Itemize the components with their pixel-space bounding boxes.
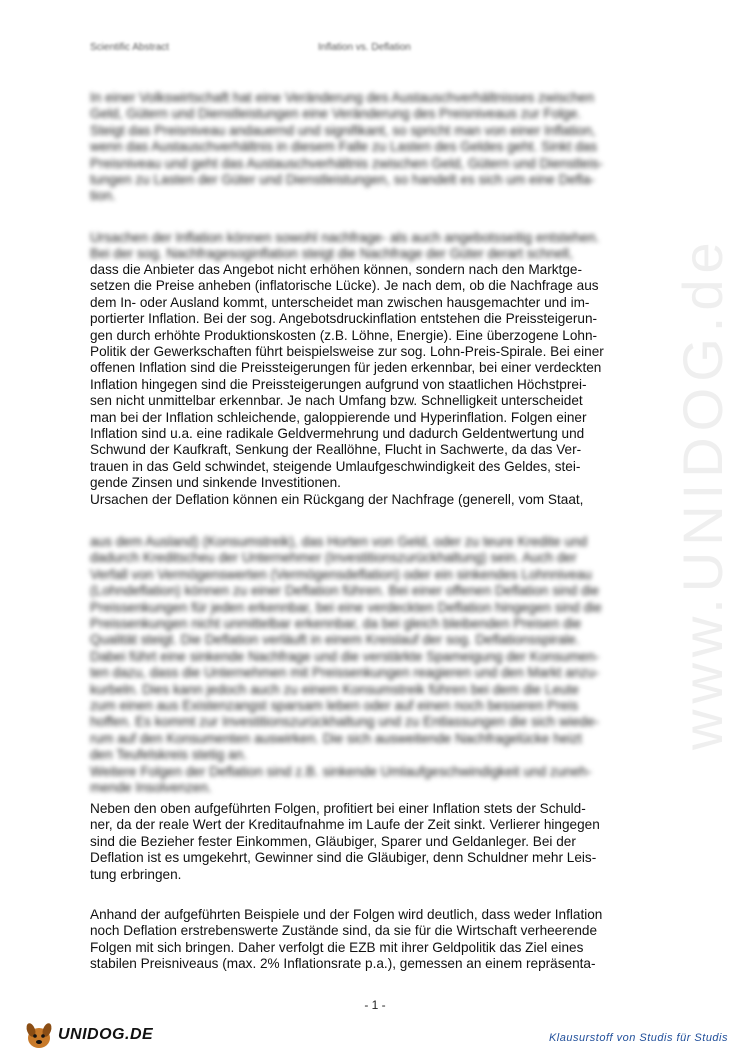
logo-text: UNIDOG.DE bbox=[58, 1026, 154, 1043]
text-line: Ursachen der Inflation können sowohl nachfrage- als auch angebotsseitig entstehen. bbox=[90, 230, 600, 245]
paragraph-causes-inflation-visible bbox=[90, 262, 662, 508]
text-line: aus dem Ausland) (Konsumstreik), das Horten von Geld, oder zu teure Kredite und bbox=[90, 534, 588, 549]
footer-tagline: Klausurstoff von Studis für Studis bbox=[548, 1032, 728, 1044]
page-header bbox=[90, 42, 670, 58]
text-line: den Teufelskreis stetig an. bbox=[90, 747, 247, 763]
text-line: Dabei führt eine sinkende Nachfrage und die verstärkte Spameigung der Konsumen- bbox=[90, 648, 600, 664]
text-line: dem In- oder Ausland kommt, unterscheidet man zwischen hausgemachter und im- bbox=[90, 294, 590, 310]
text-line: Weitere Folgen der Deflation sind z.B. sinkende Umlaufgeschwindigkeit und zuneh- bbox=[90, 764, 592, 779]
text-line: (Lohndeflation) können zu einer Deflation führen. Bei einer offenen Deflation sind die bbox=[90, 583, 600, 599]
text-line: Preissenkungen nicht unmittelbar erkennbar, da bei gleich bleibenden Preisen die bbox=[90, 616, 582, 632]
header-center-text: Inflation vs. Deflation bbox=[318, 42, 411, 53]
paragraph-causes-inflation-blurred bbox=[90, 230, 662, 263]
text-line: Qualität steigt. Die Deflation verläuft in einem Kreislauf der sog. Deflationsspirale. bbox=[90, 632, 580, 648]
text-line: Bei der sog. Nachfragesoginflation steigt die Nachfrage der Güter derart schnell, bbox=[90, 246, 573, 262]
text-line: Deflation ist es umgekehrt, Gewinner sind die Gläubiger, denn Schuldner mehr Leis- bbox=[90, 850, 597, 866]
text-line: ten dazu, dass die Unternehmen mit Preissenkungen reagieren und den Markt anzu- bbox=[90, 665, 600, 681]
paragraph-deflation-consequences-blurred bbox=[90, 764, 662, 797]
dog-icon bbox=[22, 1018, 56, 1052]
text-line: portierter Inflation. Bei der sog. Angebotsdruckinflation entstehen die Preissteigerun- bbox=[90, 311, 598, 327]
text-line: Ursachen der Deflation können ein Rückgang der Nachfrage (generell, vom Staat, bbox=[90, 491, 584, 507]
text-line: trauen in das Geld schwindet, steigende Umlaufgeschwindigkeit des Geldes, stei- bbox=[90, 458, 581, 474]
text-line: zum einen aus Existenzangst sparsam leben oder auf einen noch besseren Preis bbox=[90, 698, 579, 714]
text-line: noch Deflation erstrebenswerte Zustände sind, da sie für die Wirtschaft verheerende bbox=[90, 923, 598, 939]
text-line: Geld, Gütern und Dienstleistungen eine Veränderung des Preisniveaus zur Folge. bbox=[90, 106, 582, 122]
text-line: hoffen. Es kommt zur Investitionszurückhaltung und zu Entlassungen die sich wiede- bbox=[90, 714, 600, 730]
paragraph-conclusion bbox=[90, 907, 662, 973]
text-line: In einer Volkswirtschaft hat eine Veränderung des Austauschverhältnisses zwischen bbox=[90, 90, 595, 105]
text-line: sen nicht unmittelbar erkennbar. Je nach Umfang bzw. Schnelligkeit unterscheidet bbox=[90, 393, 583, 409]
text-line: rum auf den Konsumenten auswirken. Die sich ausweitende Nachfragelücke heizt bbox=[90, 730, 582, 746]
text-line: dass die Anbieter das Angebot nicht erhöhen können, sondern nach den Marktge- bbox=[90, 262, 582, 277]
text-line: Verfall von Vermögenswerten (Vermögensdeflation) oder ein sinkendes Lohnniveau bbox=[90, 566, 592, 582]
text-line: offenen Inflation sind die Preissteigerungen für jeden erkennbar, bei einer verdeckten bbox=[90, 360, 602, 376]
paragraph-intro-blurred bbox=[90, 90, 662, 205]
text-line: Preissenkungen für jeden erkennbar, bei eine verdeckten Deflation hingegen sind die bbox=[90, 599, 602, 615]
text-line: kurbeln. Dies kann jedoch auch zu einem Konsumstreik führen bei dem die Leute bbox=[90, 681, 579, 697]
text-line: Schwund der Kaufkraft, Senkung der Reallöhne, Flucht in Sachwerte, da das Ver- bbox=[90, 442, 582, 458]
paragraph-winners-losers bbox=[90, 801, 662, 883]
text-line: Inflation hingegen sind die Preissteigerungen aufgrund von staatlichen Höchstprei- bbox=[90, 376, 587, 392]
paragraph-causes-deflation-blurred bbox=[90, 534, 662, 764]
unidog-logo bbox=[22, 1018, 172, 1052]
text-line: Folgen mit sich bringen. Daher verfolgt die EZB mit ihrer Geldpolitik das Ziel eines bbox=[90, 939, 584, 955]
text-line: gende Zinsen und sinkende Investitionen. bbox=[90, 475, 341, 491]
text-line: ner, da der reale Wert der Kreditaufnahme im Laufe der Zeit sinkt. Verlierer hingegen bbox=[90, 817, 600, 833]
text-line: sind die Bezieher fester Einkommen, Gläubiger, Sparer und Geldanleger. Bei der bbox=[90, 833, 576, 849]
text-line: tung erbringen. bbox=[90, 866, 182, 882]
text-line: Preisniveau und geht das Austauschverhältnis zwischen Geld, Gütern und Dienstleis- bbox=[90, 155, 604, 171]
text-line: wenn das Austauschverhältnis in diesem Falle zu Lasten des Geldes geht. Sinkt das bbox=[90, 139, 598, 155]
text-line: Anhand der aufgeführten Beispiele und der Folgen wird deutlich, dass weder Inflation bbox=[90, 907, 603, 922]
watermark-text: www.UNIDOG.de bbox=[671, 236, 734, 750]
text-line: Steigt das Preisniveau andauernd und signifikant, so spricht man von einer Inflation, bbox=[90, 122, 596, 138]
text-line: gen durch erhöhte Produktionskosten (z.B. Löhne, Energie). Eine überzogene Lohn- bbox=[90, 327, 598, 343]
page-number: - 1 - bbox=[364, 998, 386, 1012]
text-line: setzen die Preise anheben (inflatorische Lücke). Je nach dem, ob die Nachfrage aus bbox=[90, 278, 599, 294]
text-line: Inflation sind u.a. eine radikale Geldvermehrung und dadurch Geldentwertung und bbox=[90, 426, 585, 442]
text-line: man bei der Inflation schleichende, galoppierende und Hyperinflation. Folgen einer bbox=[90, 409, 587, 425]
text-line: Politik der Gewerkschaften führt beispielsweise zur sog. Lohn-Preis-Spirale. Bei einer bbox=[90, 344, 604, 360]
text-line: mende Insolvenzen. bbox=[90, 780, 212, 796]
text-line: dadurch Kreditscheu der Unternehmer (Investitionszurückhaltung) sein. Auch der bbox=[90, 550, 577, 566]
text-line: tion. bbox=[90, 188, 116, 204]
header-left-text: Scientific Abstract bbox=[90, 42, 169, 53]
text-line: Neben den oben aufgeführten Folgen, profitiert bei einer Inflation stets der Schuld- bbox=[90, 801, 586, 816]
text-line: tungen zu Lasten der Güter und Dienstleistungen, so handelt es sich um eine Defla- bbox=[90, 172, 595, 188]
text-line: stabilen Preisniveaus (max. 2% Inflationsrate p.a.), gemessen an einem repräsenta- bbox=[90, 956, 596, 972]
